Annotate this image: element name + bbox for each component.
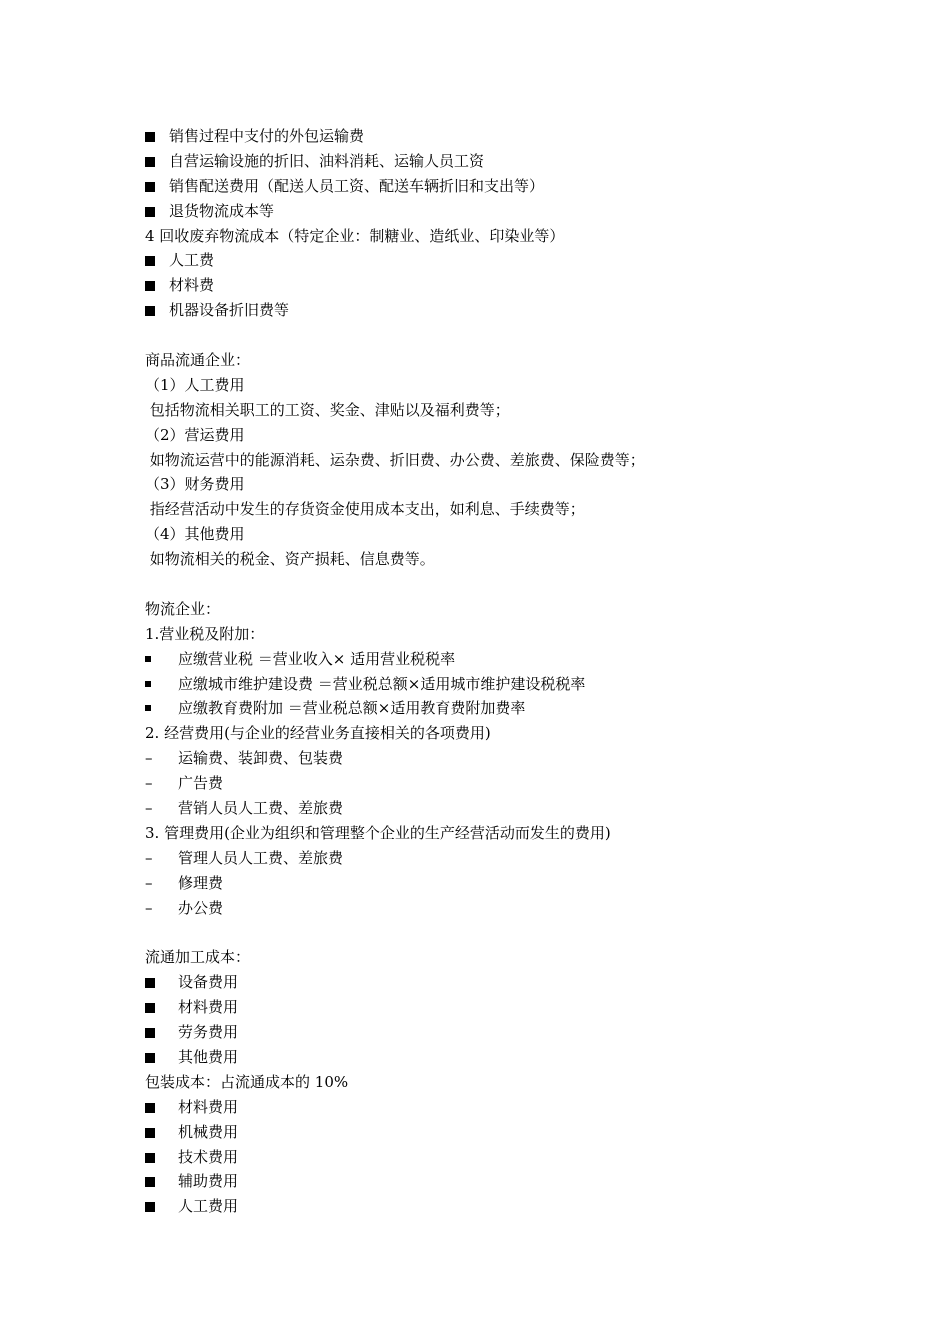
square-bullet-icon <box>145 124 169 149</box>
list-item: – 修理费 <box>145 871 845 896</box>
square-bullet-icon <box>145 1095 178 1120</box>
list-item: 应缴营业税 ＝营业收入× 适用营业税税率 <box>145 647 845 672</box>
square-bullet-icon <box>145 174 169 199</box>
list-item: – 广告费 <box>145 771 845 796</box>
spacer <box>145 921 845 946</box>
square-bullet-icon <box>145 1020 178 1045</box>
list-item: 技术费用 <box>145 1145 845 1170</box>
list-item: – 办公费 <box>145 896 845 921</box>
small-square-bullet-icon <box>145 647 178 672</box>
processing-heading: 流通加工成本： <box>145 948 251 967</box>
list-item: 设备费用 <box>145 970 845 995</box>
list-item: 应缴城市维护建设费 ＝营业税总额×适用城市维护建设税税率 <box>145 672 845 697</box>
dash-bullet: – <box>145 873 153 892</box>
list-item: 其他费用 <box>145 1045 845 1070</box>
dash-bullet: – <box>145 749 153 768</box>
square-bullet-icon <box>145 1045 178 1070</box>
small-square-bullet-icon <box>145 672 178 697</box>
cost-item-title: （3）财务费用 <box>145 475 245 494</box>
list-item: 材料费 <box>145 273 845 298</box>
recycle-heading: 4 回收废弃物流成本（特定企业：制糖业、造纸业、印染业等） <box>145 226 565 245</box>
list-item: – 运输费、装卸费、包装费 <box>145 746 845 771</box>
cost-item-desc: 包括物流相关职工的工资、奖金、津贴以及福利费等； <box>145 400 510 419</box>
dash-bullet: – <box>145 848 153 867</box>
dash-bullet: – <box>145 898 153 917</box>
list-item: 人工费用 <box>145 1194 845 1219</box>
list-item: 材料费用 <box>145 995 845 1020</box>
square-bullet-icon <box>145 248 169 273</box>
cost-item-desc: 如物流相关的税金、资产损耗、信息费等。 <box>145 550 435 569</box>
square-bullet-icon <box>145 273 169 298</box>
list-item: 辅助费用 <box>145 1169 845 1194</box>
dash-bullet: – <box>145 774 153 793</box>
list-item: 机器设备折旧费等 <box>145 298 845 323</box>
list-item: 材料费用 <box>145 1095 845 1120</box>
list-item: 机械费用 <box>145 1120 845 1145</box>
operating-heading: 2. 经营费用(与企业的经营业务直接相关的各项费用) <box>145 724 491 743</box>
list-item: 劳务费用 <box>145 1020 845 1045</box>
square-bullet-icon <box>145 199 169 224</box>
square-bullet-icon <box>145 1120 178 1145</box>
packaging-heading: 包装成本：占流通成本的 10% <box>145 1072 349 1091</box>
list-item: 应缴教育费附加 ＝营业税总额×适用教育费附加费率 <box>145 696 845 721</box>
list-item: – 营销人员人工费、差旅费 <box>145 796 845 821</box>
management-heading: 3. 管理费用(企业为组织和管理整个企业的生产经营活动而发生的费用) <box>145 823 611 842</box>
square-bullet-icon <box>145 995 178 1020</box>
cost-item-title: （1）人工费用 <box>145 375 245 394</box>
cost-item-title: （2）营运费用 <box>145 425 245 444</box>
dash-bullet: – <box>145 799 153 818</box>
square-bullet-icon <box>145 298 169 323</box>
square-bullet-icon <box>145 970 178 995</box>
list-item: 销售过程中支付的外包运输费 <box>145 124 845 149</box>
cost-item-title: （4）其他费用 <box>145 525 245 544</box>
cost-item-desc: 指经营活动中发生的存货资金使用成本支出，如利息、手续费等； <box>145 500 585 519</box>
tax-heading: 1.营业税及附加： <box>145 624 265 643</box>
square-bullet-icon <box>145 1169 178 1194</box>
list-item: 人工费 <box>145 248 845 273</box>
list-item: – 管理人员人工费、差旅费 <box>145 846 845 871</box>
spacer <box>145 323 845 348</box>
list-item: 自营运输设施的折旧、油料消耗、运输人员工资 <box>145 149 845 174</box>
square-bullet-icon <box>145 1194 178 1219</box>
commerce-heading: 商品流通企业： <box>145 351 251 370</box>
cost-item-desc: 如物流运营中的能源消耗、运杂费、折旧费、办公费、差旅费、保险费等； <box>145 450 645 469</box>
document-page <box>145 124 845 1219</box>
small-square-bullet-icon <box>145 696 178 721</box>
list-item: 退货物流成本等 <box>145 199 845 224</box>
logistics-heading: 物流企业： <box>145 599 221 618</box>
square-bullet-icon <box>145 149 169 174</box>
square-bullet-icon <box>145 1145 178 1170</box>
list-item: 销售配送费用（配送人员工资、配送车辆折旧和支出等） <box>145 174 845 199</box>
spacer <box>145 572 845 597</box>
